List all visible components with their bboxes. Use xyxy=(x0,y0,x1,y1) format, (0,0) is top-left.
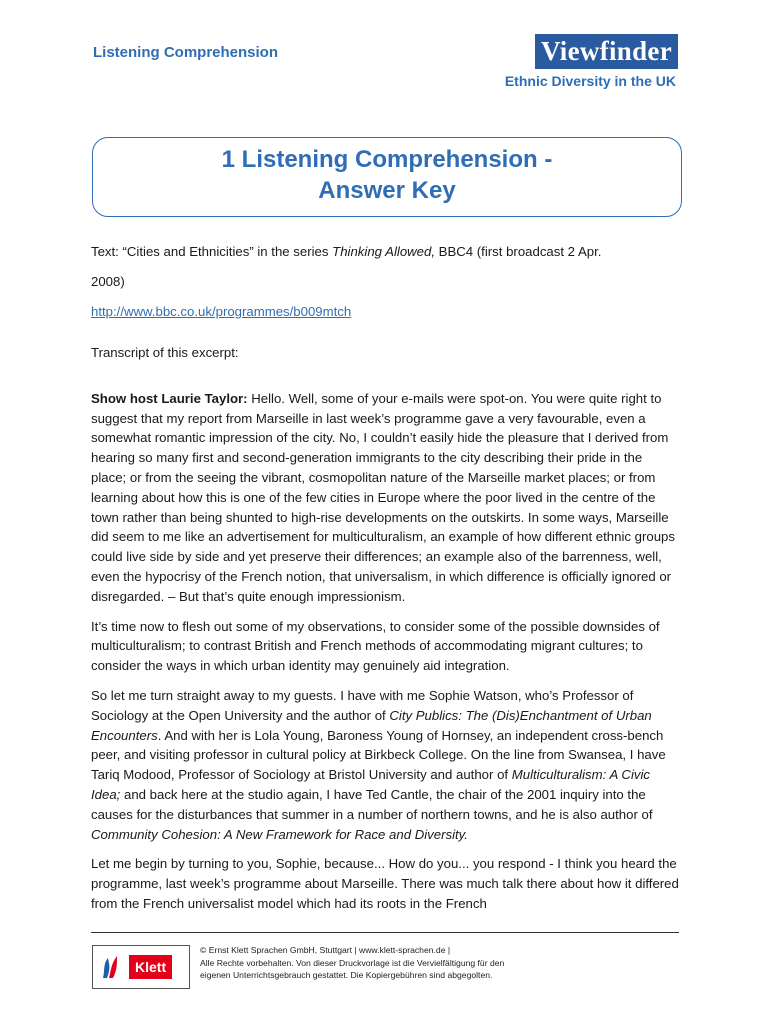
footer-line-3: eigenen Unterrichtsgebrauch gestattet. Die Kopiergebühren sind abgegolten. xyxy=(200,970,493,980)
footer-copyright xyxy=(200,944,600,982)
footer-line-2: Alle Rechte vorbehalten. Von dieser Druckvorlage ist die Vervielfältigung für den xyxy=(200,957,505,968)
page-title-line2: Answer Key xyxy=(318,177,456,204)
paragraph-4: Let me begin by turning to you, Sophie, because... How do you... you respond - I think you heard the programme, last week’s programme about Marseille. There was much talk there about how it differed from the French universalist model which had its roots in the French xyxy=(91,856,679,911)
p3-text-2: . And with her is Lola Young, Baroness Young of Hornsey, an independent cross-bench peer, and visiting professor in cultural policy at Birkbeck College. On the line from Swansea, I have Tariq Modood, Professor of Sociology at Bristol University and author of xyxy=(91,727,666,783)
viewfinder-logo: Viewfinder xyxy=(535,34,678,69)
p3-text-3: and back here at the studio again, I have Ted Cantle, the chair of the 2001 inquiry into the causes for the disturbances that summer in a number of northern towns, and he is also author of xyxy=(91,786,653,822)
source-suffix: BBC4 (first broadcast 2 Apr. xyxy=(435,244,602,259)
source-line xyxy=(91,237,681,297)
paragraph-3 xyxy=(91,686,681,844)
source-year: 2008) xyxy=(91,274,125,289)
title-box xyxy=(92,137,682,217)
book-title-2: Multiculturalism: A Civic Idea; xyxy=(91,767,650,802)
footer-line-1: © Ernst Klett Sprachen GmbH, Stuttgart | www.klett-sprachen.de | xyxy=(200,945,451,955)
document-body xyxy=(91,237,681,924)
klett-logo xyxy=(92,945,190,989)
paragraph-1-text: Hello. Well, some of your e-mails were spot-on. You were quite right to suggest that my report from Marseille in last week’s programme gave a very favourable, even a somewhat romantic impression of the city. No, I couldn’t easily hide the pleasure that I derived from hearing so many first and second-generation immigrants to the city describing their pride in the place; or from the seeing the vibrant, cosmopolitan nature of the Marseille market places; or from learning about how this is one of the few cities in Europe where the poor lived in the centre of the town rather than being shunted to high-rise developments on the outskirts. In some ways, Marseille did seem to me like an advertisement for multiculturalism, an example of how different ethnic groups could live side by side and yet preserve their differences; an example also of the barrenness, well, even the hypocrisy of the French notion, that universalism, in which difference is officially ignored or disregarded. – But that’s quite enough impressionism. xyxy=(91,390,675,604)
header-subtitle: Ethnic Diversity in the UK xyxy=(504,73,676,89)
spacer xyxy=(91,373,681,389)
source-link[interactable]: http://www.bbc.co.uk/programmes/b009mtch xyxy=(91,304,352,319)
transcript-intro: Transcript of this excerpt: xyxy=(91,345,239,360)
speaker-name: Show host Laurie Taylor: xyxy=(91,390,248,406)
paragraph-2: It’s time now to flesh out some of my observations, to consider some of the possible downsides of multiculturalism; to contrast British and French methods of accommodating migrant cultures; to consider the ways in which urban identity may genuinely aid integration. xyxy=(91,618,660,674)
series-title: Thinking Allowed, xyxy=(332,244,436,259)
klett-bird-icon xyxy=(99,952,123,982)
source-url-line xyxy=(91,297,681,327)
spacer xyxy=(91,327,681,343)
paragraph-1 xyxy=(91,389,681,607)
p3-text-1: So let me turn straight away to my guests. I have with me Sophie Watson, who’s Professor of Sociology at the Open University and the author of xyxy=(91,687,634,723)
source-prefix: Text: “Cities and Ethnicities” in the series xyxy=(91,244,333,259)
book-title-3: Community Cohesion: A New Framework for Race and Diversity. xyxy=(91,826,468,842)
klett-wordmark: Klett xyxy=(129,955,172,979)
book-title-1: City Publics: The (Dis)Enchantment of Urban Encounters xyxy=(91,707,652,743)
header-section-title: Listening Comprehension xyxy=(93,44,279,61)
footer-divider xyxy=(91,932,679,933)
page-title-line1: 1 Listening Comprehension - xyxy=(221,146,553,173)
